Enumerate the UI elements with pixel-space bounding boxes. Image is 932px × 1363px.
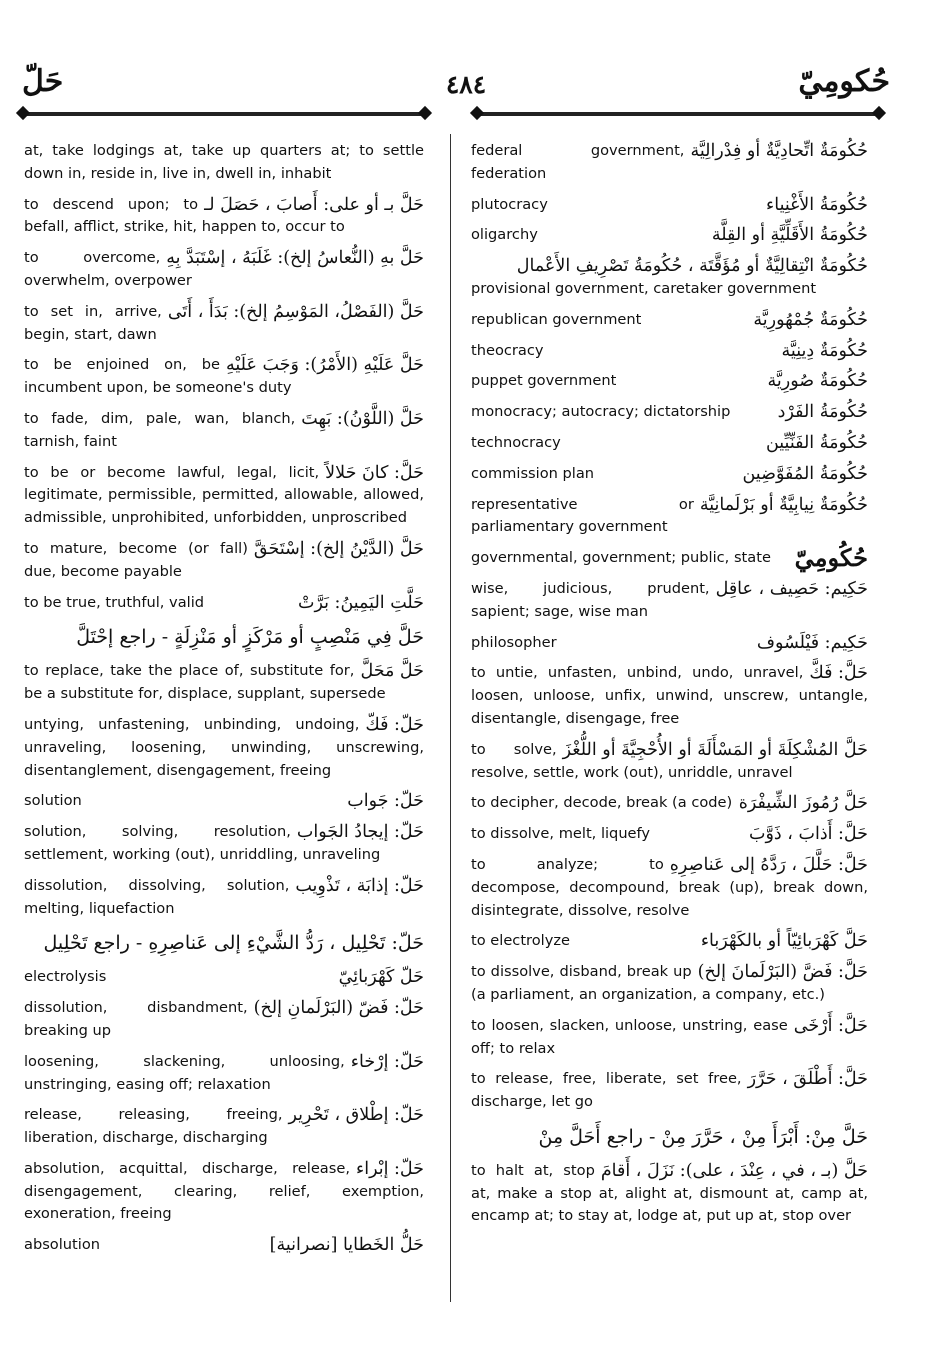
arabic-term: حَلَّ مَحَلَّ — [360, 661, 424, 682]
english-definition: to decipher, decode, break (a code) — [471, 794, 733, 812]
arabic-term: حَلَّ: أَرْخَى — [793, 1015, 868, 1036]
dictionary-entry — [24, 660, 424, 706]
page-number: ٤٨٤ — [445, 70, 487, 99]
dictionary-entry — [471, 1015, 868, 1061]
arabic-term: حَلَّ مِنْ: أَبْرَأَ مِنْ ، حَرَّرَ مِنْ - راجع أَحَلَّ مِنْ — [538, 1125, 868, 1148]
arabic-term: حَلّ: تَحْلِيل ، رَدُّ الشَّيْءِ إلى عَناصِرِهِ - راجع تَحْلِيل — [43, 932, 424, 955]
arabic-term: حُكُومَةٌ اتِّحادِيَّةٌ أو فِدْرالِيَّة — [690, 141, 868, 161]
dictionary-entry — [24, 354, 424, 400]
arabic-term: حَلَّ بهِ (النُّعاسُ إلخ): غَلَبَهُ ، إسْتَبَدَّ بِهِ — [166, 248, 424, 269]
arabic-term: حَلَّ عَلَيْهِ (الأَمْرُ): وَجَبَ عَلَيْهِ — [226, 355, 424, 376]
arabic-term: حُكُومَةٌ انْتِقالِيَّةٌ أو مُؤَقَّتَة ، حُكُومَةُ تَصْرِيفِ الأَعْمال — [516, 256, 868, 277]
arabic-term: حَلَّ: حَلَّلَ ، رَدَّهُ إلى عَناصِرِهِ — [669, 854, 868, 875]
english-definition: to fade, dim, pale, wan, blanch, tarnish, faint — [24, 409, 296, 450]
dictionary-entry — [471, 662, 868, 730]
dictionary-entry — [24, 592, 424, 615]
english-definition: to analyze; to decompose, decompound, break (up), break down, disintegrate, dissolve, resolve — [471, 855, 868, 919]
english-definition: to electrolyze — [471, 932, 570, 950]
dictionary-entry — [471, 370, 868, 393]
arabic-term: حَلَّ: أَذابَ ، ذَوَّبَ — [748, 824, 868, 845]
dictionary-entry — [471, 1122, 868, 1152]
english-definition: to dissolve, disband, break up (a parliament, an organization, a company, etc.) — [471, 963, 826, 1003]
arabic-term: حَلَّ: أَطْلَقَ ، حَرَّرَ — [747, 1069, 868, 1090]
dictionary-entry — [24, 462, 424, 530]
arabic-term: حُكُومَةٌ دِينِيَّة — [781, 340, 868, 361]
english-definition: wise, judicious, prudent, sapient; sage, wise man — [471, 579, 710, 620]
arabic-term: حُكُومَةٌ نِيابِيَّةٌ أو بَرْلَمانِيَّة — [699, 494, 868, 515]
english-definition: theocracy — [471, 341, 544, 359]
arabic-term: حُكُومَةٌ صُورِيَّة — [767, 371, 868, 392]
arabic-term: حَلَّ: كانَ حَلالاً — [325, 462, 424, 483]
english-definition: philosopher — [471, 633, 557, 651]
dictionary-entry — [471, 854, 868, 922]
english-definition: to dissolve, melt, liquefy — [471, 825, 651, 843]
arabic-term: حُكُومَةٌ جُمْهُورِيَّة — [753, 309, 868, 330]
arabic-term: حَلَّ كَهْرَبائِيّاً أو بالكَهْرَباء — [700, 931, 868, 952]
dictionary-entry — [24, 997, 424, 1043]
english-definition: plutocracy — [471, 195, 548, 213]
english-definition: to be true, truthful, valid — [24, 593, 205, 611]
dictionary-entry — [471, 309, 868, 332]
arabic-term: حُكُومَةُ الأَقَلِّيَّةِ أو القِلَّة — [711, 225, 868, 246]
dictionary-entry — [24, 1051, 424, 1097]
dictionary-entry — [471, 432, 868, 455]
english-definition: governmental, government; public, state — [471, 549, 771, 567]
english-definition: to untie, unfasten, unbind, undo, unravel, loosen, unloose, unfix, unwind, unscrew, untangle, disentangle, disengage, free — [471, 664, 868, 727]
english-definition: representative or parliamentary government — [471, 495, 694, 536]
arabic-term: حَلَّ: فَضَّ (البَرْلَمانَ إلخ) — [697, 962, 868, 983]
dictionary-entry — [24, 875, 424, 921]
english-definition: provisional government, caretaker government — [471, 279, 817, 297]
english-definition: monocracy; autocracy; dictatorship — [471, 403, 731, 421]
dictionary-entry — [471, 494, 868, 540]
arabic-term: حَكِيم: حَصِيف ، عاقِل — [715, 578, 868, 599]
english-definition: to descend upon; to befall, afflict, strike, hit, happen to, occur to — [24, 195, 345, 236]
column-divider — [450, 134, 451, 1302]
dictionary-entry — [24, 928, 424, 958]
arabic-term: حُكُومَةُ المُفَوَّضِين — [742, 463, 868, 484]
english-definition: to be enjoined on, be incumbent upon, be someone's duty — [24, 356, 292, 397]
english-definition: absolution, acquittal, discharge, release, disengagement, clearing, relief, exemption, exoneration, freeing — [24, 1159, 424, 1223]
english-definition: republican government — [471, 310, 642, 328]
arabic-term: حَلَّ فِي مَنْصِبٍ أو مَرْكَزٍ أو مَنْزِلَةٍ - راجع إحْتَلَّ — [76, 626, 424, 649]
dictionary-entry — [24, 408, 424, 454]
dictionary-entry — [471, 543, 868, 573]
arabic-term: حَلّ: إذابَة ، تَذْوِيب — [295, 875, 424, 896]
arabic-term: حَلُّ الخَطايا [نصرانية] — [269, 1235, 424, 1256]
dictionary-entry — [471, 255, 868, 301]
english-definition: to be or become lawful, legal, licit, legitimate, permissible, permitted, allowable, allowed, admissible, unprohibited, unforbidden, unproscribed — [24, 463, 424, 527]
dictionary-entry — [24, 538, 424, 584]
dictionary-entry — [471, 224, 868, 247]
english-definition: solution, solving, resolution, settlement, working (out), unriddling, unraveling — [24, 823, 381, 863]
dictionary-entry — [471, 739, 868, 785]
dictionary-entry — [471, 930, 868, 953]
dictionary-entry — [24, 140, 424, 186]
arabic-term: حَلّ: إبْراء — [355, 1158, 424, 1179]
arabic-term: حَلَّ رُمُوزَ الشِّيفْرَة — [738, 793, 868, 814]
english-definition: electrolysis — [24, 968, 107, 986]
right-column — [471, 140, 868, 1236]
english-definition: to solve, resolve, settle, work (out), unriddle, unravel — [471, 740, 793, 781]
header-rule-right — [470, 108, 886, 120]
arabic-term: حَلَّ (اللَّوْنُ): بَهِتَ — [301, 408, 424, 429]
arabic-term: حَلّ: جَواب — [347, 791, 424, 812]
dictionary-entry — [471, 194, 868, 217]
arabic-term: حَكِيم: فَيْلَسُوف — [756, 632, 868, 653]
dictionary-entry — [471, 578, 868, 624]
english-definition: dissolution, disbandment, breaking up — [24, 999, 248, 1039]
english-definition: to overcome, overwhelm, overpower — [24, 249, 192, 289]
dictionary-entry — [471, 340, 868, 363]
english-definition: to set in, arrive, begin, start, dawn — [24, 302, 162, 343]
dictionary-entry — [24, 966, 424, 989]
dictionary-entry — [24, 1104, 424, 1150]
dictionary-entry — [24, 247, 424, 293]
english-definition: release, releasing, freeing, liberation, discharge, discharging — [24, 1106, 283, 1147]
english-definition: loosening, slackening, unloosing, unstringing, easing off; relaxation — [24, 1052, 345, 1093]
english-definition: oligarchy — [471, 226, 538, 244]
english-definition: to mature, become (or fall) due, become payable — [24, 539, 248, 580]
dictionary-entry — [471, 401, 868, 424]
arabic-term: حَلَّ (الفَصْلُ، المَوْسِمُ إلخ): بَدَأَ ، أَتَى — [167, 301, 424, 322]
header-guide-word-left: حَلّ — [22, 64, 64, 99]
dictionary-entry — [24, 1234, 424, 1257]
arabic-term: حَلَّ (الدَّيْنُ إلخ): إسْتَحَقَّ — [253, 538, 424, 559]
header-guide-word-right: حُكومِيّ — [798, 64, 890, 99]
english-definition: commission plan — [471, 464, 595, 482]
dictionary-entry — [24, 1158, 424, 1226]
arabic-term: حَلّ: فَكّ — [365, 714, 424, 735]
english-definition: federal government, federation — [471, 142, 685, 182]
arabic-term: حَلَّ (بـ ، في ، عِنْدَ ، على): نَزَلَ ، أَقامَ — [600, 1160, 868, 1181]
english-definition: to loosen, slacken, unloose, unstring, ease off; to relax — [471, 1016, 788, 1057]
dictionary-entry — [471, 961, 868, 1007]
arabic-term: حُكُومِيّ — [794, 543, 868, 573]
dictionary-entry — [24, 194, 424, 240]
dictionary-entry — [24, 790, 424, 813]
dictionary-entry — [471, 1068, 868, 1114]
english-definition: puppet government — [471, 372, 617, 390]
arabic-term: حَلَّ: فَكَّ — [809, 663, 868, 684]
dictionary-entry — [24, 622, 424, 652]
arabic-term: حَلّ: فَضّ (البَرْلَمانِ إلخ) — [253, 998, 424, 1019]
arabic-term: حَلَّتِ اليَمِينُ: بَرَّتْ — [297, 592, 424, 613]
dictionary-entry — [471, 140, 868, 186]
dictionary-entry — [24, 714, 424, 782]
dictionary-entry — [471, 792, 868, 815]
dictionary-entry — [24, 821, 424, 867]
english-definition: untying, unfastening, unbinding, undoing, unraveling, loosening, unwinding, unscrewing, disentanglement, disengagement, freeing — [24, 715, 424, 779]
dictionary-entry — [471, 463, 868, 486]
arabic-term: حَلَّ المُشْكِلَةَ أو المَسْأَلَةَ أو الأُحْجِيَّةَ أو اللُّغْزَ — [562, 739, 868, 760]
english-definition: to replace, take the place of, substitute for, be a substitute for, displace, supplant, supersede — [24, 662, 386, 703]
header-rule-left — [16, 108, 432, 120]
arabic-term: حَلّ كَهْرَبائِيّ — [338, 967, 424, 988]
arabic-term: حُكُومَةُ الفَرْد — [777, 402, 868, 423]
arabic-term: حَلّ: إيجادُ الجَواب — [296, 822, 424, 843]
english-definition: to halt at, stop at, make a stop at, alight at, dismount at, camp at, encamp at; to stay at, lodge at, put up at, stop over — [471, 1161, 868, 1225]
english-definition: to release, free, liberate, set free, discharge, let go — [471, 1070, 742, 1111]
english-definition: absolution — [24, 1236, 100, 1254]
english-definition: at, take lodgings at, take up quarters at; to settle down in, reside in, live in, dwell in, inhabit — [24, 142, 424, 182]
left-column — [24, 140, 424, 1265]
english-definition: solution — [24, 792, 82, 810]
dictionary-entry — [471, 632, 868, 655]
dictionary-entry — [24, 301, 424, 347]
arabic-term: حَلّ: إطْلاق ، تَحْرِير — [288, 1105, 424, 1126]
arabic-term: حَلّ: إرْخاء — [350, 1051, 424, 1072]
arabic-term: حُكُومَةُ الأَغْنِياء — [766, 194, 868, 215]
english-definition: dissolution, dissolving, solution, melting, liquefaction — [24, 876, 290, 917]
dictionary-entry — [471, 823, 868, 846]
dictionary-entry — [471, 1160, 868, 1228]
arabic-term: حُكُومَةُ الفَنِّيِّين — [765, 432, 868, 453]
arabic-term: حَلَّ بـ أو على: أَصابَ ، حَصَلَ لـ — [204, 194, 424, 215]
english-definition: technocracy — [471, 433, 561, 451]
